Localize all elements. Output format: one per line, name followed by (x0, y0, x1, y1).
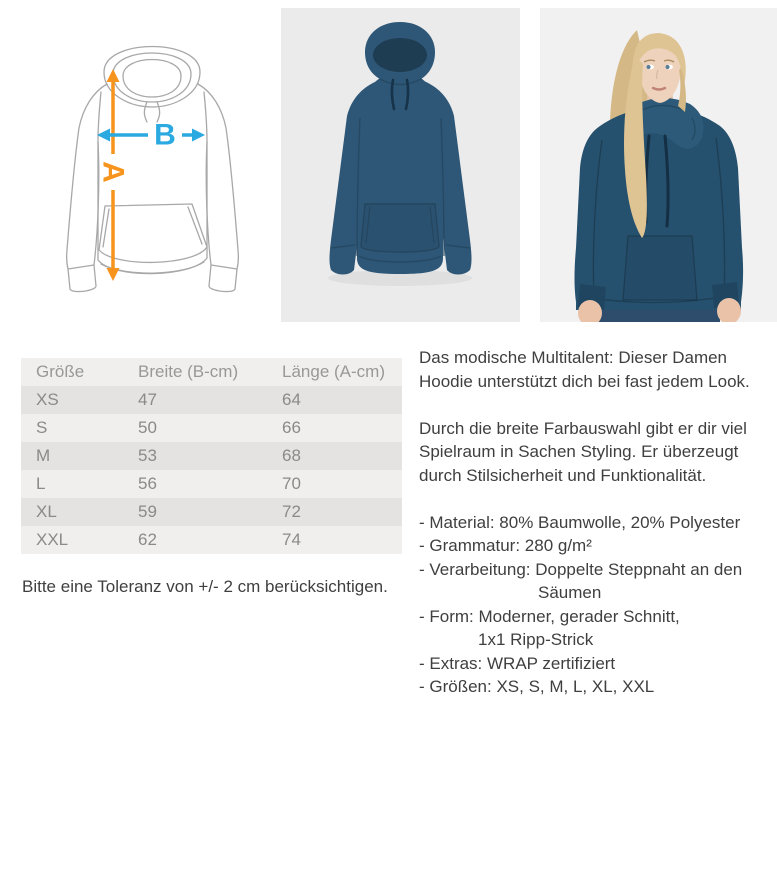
kangaroo-pocket (361, 204, 439, 252)
table-row: M 53 68 (21, 442, 402, 470)
hoodie-outline-drawing (55, 32, 255, 304)
feature-line: - Grammatur: 280 g/m² (419, 536, 592, 555)
col-header-breite: Breite (B-cm) (138, 362, 239, 381)
description-line: Das modische Multitalent: Dieser Damen (419, 348, 728, 367)
feature-line: - Form: Moderner, gerader Schnitt, (419, 606, 680, 626)
table-row: XL 59 72 (21, 498, 402, 526)
description-line: durch Stilsicherheit und Funktionalität. (419, 465, 707, 485)
table-row: S 50 66 (21, 414, 402, 442)
hoodie-on-model (575, 98, 744, 310)
description-line: Spielraum in Sachen Styling. Er überzeugt (419, 442, 739, 461)
description-line: Durch die breite Farbauswahl gibt er dir viel (419, 418, 747, 438)
feature-line-continuation: Säumen (538, 583, 602, 602)
feature-line-continuation: 1x1 Ripp-Strick (478, 630, 594, 649)
measurement-label-b: B (154, 118, 176, 152)
feature-line: - Extras: WRAP zertifiziert (419, 653, 616, 673)
table-row: XS 47 64 (21, 386, 402, 414)
size-diagram-image (55, 32, 255, 304)
model-photo-illustration (540, 8, 777, 322)
feature-line: - Größen: XS, S, M, L, XL, XXL (419, 677, 655, 696)
jeans (598, 310, 720, 322)
product-photo-illustration (281, 8, 520, 322)
tolerance-note: Bitte eine Toleranz von +/- 2 cm berücksichtigen. (22, 577, 388, 596)
feature-line: - Material: 80% Baumwolle, 20% Polyester (419, 512, 741, 532)
size-table-header-row (21, 358, 402, 386)
kangaroo-pocket (623, 236, 697, 300)
description-line: Hoodie unterstützt dich bei fast jedem Look. (419, 371, 750, 391)
size-table (21, 358, 402, 554)
col-header-groesse: Größe (36, 362, 85, 381)
measurement-label-a: A (96, 161, 130, 183)
feature-line: - Verarbeitung: Doppelte Steppnaht an den (419, 559, 743, 579)
table-row: L 56 70 (21, 470, 402, 498)
table-row: XXL 62 74 (21, 526, 402, 554)
hoodie-outline-strokes (67, 47, 239, 292)
model-photo (540, 8, 777, 322)
product-description (419, 346, 769, 699)
col-header-laenge: Länge (A-cm) (282, 362, 385, 381)
product-photo-front (281, 8, 520, 322)
